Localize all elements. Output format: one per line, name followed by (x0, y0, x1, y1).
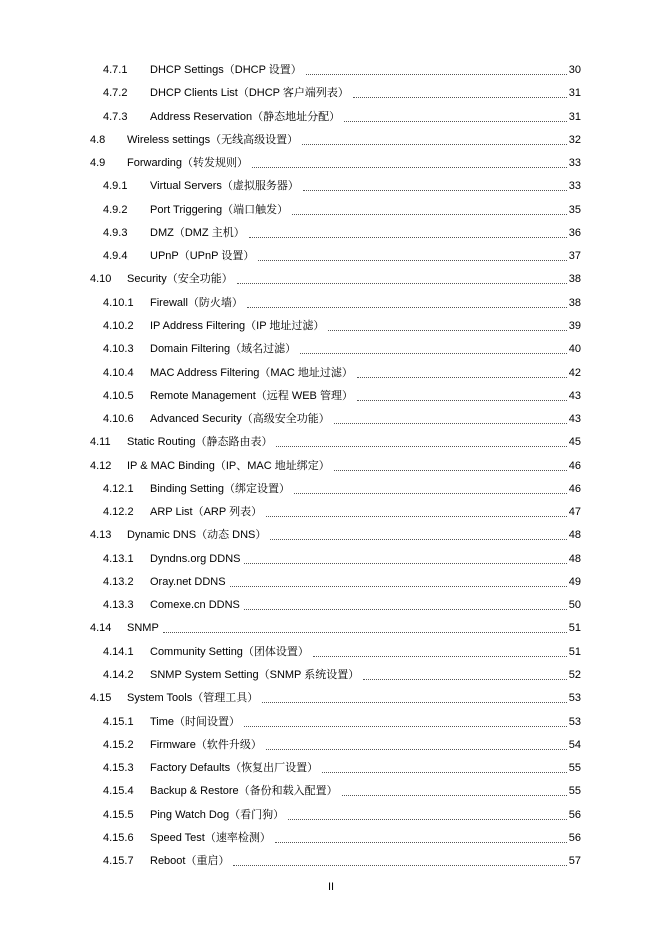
toc-leader-dots (276, 430, 567, 447)
toc-entry-number: 4.15.6 (103, 831, 134, 844)
toc-entry-title: Dyndns.org DDNS (150, 552, 241, 565)
toc-entry-number: 4.10.1 (103, 296, 134, 309)
toc-entry[interactable] (0, 411, 662, 427)
toc-entry[interactable] (0, 341, 662, 357)
toc-entry-page: 52 (568, 669, 581, 682)
toc-leader-dots (322, 756, 567, 773)
toc-entry-page: 50 (568, 599, 581, 612)
toc-entry-page: 38 (568, 273, 581, 286)
toc-entry-number: 4.15.5 (103, 808, 134, 821)
toc-entry-page: 55 (568, 762, 581, 775)
toc-entry[interactable] (0, 620, 662, 636)
toc-entry[interactable] (0, 504, 662, 520)
toc-entry[interactable] (0, 574, 662, 590)
toc-entry-page: 48 (568, 552, 581, 565)
toc-leader-dots (363, 663, 567, 680)
toc-entry-number: 4.13 (90, 529, 112, 542)
toc-entry-title: Ping Watch Dog（看门狗） (150, 808, 285, 821)
toc-entry-page: 33 (568, 157, 581, 170)
toc-entry-title: Comexe.cn DDNS (150, 599, 240, 612)
toc-entry-title: Firewall（防火墙） (150, 296, 243, 309)
toc-entry-number: 4.10 (90, 273, 112, 286)
toc-entry-page: 42 (568, 366, 581, 379)
toc-entry-number: 4.13.1 (103, 552, 134, 565)
toc-leader-dots (344, 105, 567, 122)
toc-entry-title: DHCP Clients List（DHCP 客户端列表） (150, 87, 349, 100)
toc-entry-number: 4.9 (90, 157, 106, 170)
page-number: II (327, 881, 335, 893)
toc-entry-title: ARP List（ARP 列表） (150, 506, 263, 519)
toc-entry-page: 57 (568, 855, 581, 868)
toc-leader-dots (247, 291, 567, 308)
toc-entry-page: 53 (568, 692, 581, 705)
toc-leader-dots (258, 244, 567, 261)
toc-entry-title: Address Reservation（静态地址分配） (150, 110, 341, 123)
toc-leader-dots (313, 640, 567, 657)
toc-entry-number: 4.14.1 (103, 645, 134, 658)
toc-entry-page: 38 (568, 296, 581, 309)
toc-leader-dots (353, 81, 567, 98)
toc-entry-number: 4.10.5 (103, 389, 134, 402)
toc-entry[interactable] (0, 109, 662, 125)
toc-entry-page: 47 (568, 506, 581, 519)
toc-entry-number: 4.12.1 (103, 482, 134, 495)
toc-leader-dots (328, 314, 567, 331)
toc-entry-title: Firmware（软件升级） (150, 738, 262, 751)
toc-entry-number: 4.15.4 (103, 785, 134, 798)
toc-entry[interactable] (0, 155, 662, 171)
toc-entry[interactable] (0, 365, 662, 381)
toc-entry[interactable] (0, 248, 662, 264)
toc-entry[interactable] (0, 202, 662, 218)
toc-entry-number: 4.10.4 (103, 366, 134, 379)
toc-entry[interactable] (0, 481, 662, 497)
toc-entry-number: 4.10.6 (103, 413, 134, 426)
toc-entry-page: 48 (568, 529, 581, 542)
toc-entry-page: 43 (568, 389, 581, 402)
toc-entry-page: 43 (568, 413, 581, 426)
toc-entry-page: 46 (568, 482, 581, 495)
toc-entry[interactable] (0, 458, 662, 474)
toc-entry-number: 4.8 (90, 133, 106, 146)
toc-leader-dots (275, 826, 567, 843)
toc-leader-dots (244, 593, 567, 610)
toc-entry-number: 4.12.2 (103, 506, 134, 519)
toc-entry-page: 33 (568, 180, 581, 193)
toc-entry-title: Forwarding（转发规则） (127, 157, 249, 170)
toc-leader-dots (288, 803, 567, 820)
toc-entry-title: SNMP (127, 622, 159, 635)
toc-leader-dots (266, 733, 567, 750)
toc-entry-number: 4.13.3 (103, 599, 134, 612)
toc-entry-number: 4.10.2 (103, 319, 134, 332)
toc-entry[interactable] (0, 597, 662, 613)
toc-entry[interactable] (0, 225, 662, 241)
toc-entry-title: Static Routing（静态路由表） (127, 436, 273, 449)
toc-leader-dots (262, 686, 567, 703)
toc-entry[interactable] (0, 388, 662, 404)
toc-entry-number: 4.9.4 (103, 250, 128, 263)
toc-entry[interactable] (0, 295, 662, 311)
toc-entry-page: 54 (568, 738, 581, 751)
toc-entry[interactable] (0, 527, 662, 543)
toc-entry-number: 4.10.3 (103, 343, 134, 356)
toc-entry-number: 4.14 (90, 622, 112, 635)
toc-entry-page: 56 (568, 808, 581, 821)
toc-leader-dots (230, 570, 567, 587)
toc-entry-page: 30 (568, 64, 581, 76)
toc-entry-title: Reboot（重启） (150, 855, 230, 868)
toc-entry-title: UPnP（UPnP 设置） (150, 250, 255, 263)
toc-leader-dots (249, 221, 567, 238)
toc-entry-page: 51 (568, 645, 581, 658)
toc-entry[interactable] (0, 853, 662, 869)
toc-entry-title: Speed Test（速率检测） (150, 831, 271, 844)
toc-entry-page: 31 (568, 110, 581, 123)
toc-entry-page: 36 (568, 226, 581, 239)
toc-entry[interactable] (0, 178, 662, 194)
toc-leader-dots (294, 477, 567, 494)
toc-leader-dots (342, 779, 567, 796)
toc-entry-title: IP Address Filtering（IP 地址过滤） (150, 319, 325, 332)
toc-entry-number: 4.15.7 (103, 855, 134, 868)
toc-entry-page: 37 (568, 250, 581, 263)
toc-entry-page: 40 (568, 343, 581, 356)
toc-entry-page: 55 (568, 785, 581, 798)
toc-entry-title: Remote Management（远程 WEB 管理） (150, 389, 353, 402)
toc-entry-title: Dynamic DNS（动态 DNS） (127, 529, 267, 542)
toc-entry[interactable] (0, 132, 662, 148)
toc-entry-title: Wireless settings（无线高级设置） (127, 133, 299, 146)
toc-entry[interactable] (0, 783, 662, 799)
toc-leader-dots (300, 337, 567, 354)
toc-entry-title: MAC Address Filtering（MAC 地址过滤） (150, 366, 353, 379)
toc-entry-title: DHCP Settings（DHCP 设置） (150, 64, 302, 76)
toc-entry-number: 4.11 (90, 436, 111, 449)
toc-entry-title: Oray.net DDNS (150, 575, 226, 588)
toc-leader-dots (233, 849, 567, 866)
toc-entry[interactable] (0, 714, 662, 730)
toc-entry[interactable] (0, 551, 662, 567)
toc-leader-dots (357, 361, 567, 378)
toc-leader-dots (302, 128, 567, 145)
toc-entry-number: 4.15.3 (103, 762, 134, 775)
toc-entry-number: 4.9.1 (103, 180, 128, 193)
toc-leader-dots (266, 500, 567, 517)
toc-entry[interactable] (0, 807, 662, 823)
toc-entry-title: Virtual Servers（虚拟服务器） (150, 180, 299, 193)
toc-entry-page: 45 (568, 436, 581, 449)
toc-entry-page: 35 (568, 203, 581, 216)
toc-entry-page: 46 (568, 459, 581, 472)
toc-entry-page: 32 (568, 133, 581, 146)
toc-leader-dots (237, 267, 567, 284)
toc-leader-dots (303, 174, 567, 191)
toc-entry-number: 4.15.1 (103, 715, 134, 728)
toc-leader-dots (306, 58, 567, 75)
toc-leader-dots (292, 198, 567, 215)
toc-entry[interactable] (0, 62, 662, 78)
toc-entry-number: 4.7.2 (103, 87, 128, 100)
toc-entry-title: System Tools（管理工具） (127, 692, 259, 705)
toc-entry[interactable] (0, 667, 662, 683)
toc-leader-dots (244, 547, 567, 564)
toc-entry-number: 4.13.2 (103, 575, 134, 588)
toc-entry[interactable] (0, 760, 662, 776)
toc-entry-number: 4.15 (90, 692, 112, 705)
toc-entry[interactable] (0, 644, 662, 660)
toc-entry-page: 39 (568, 319, 581, 332)
toc-entry[interactable] (0, 85, 662, 101)
toc-entry-page: 31 (568, 87, 581, 100)
toc-entry[interactable] (0, 830, 662, 846)
toc-entry-title: SNMP System Setting（SNMP 系统设置） (150, 669, 360, 682)
toc-leader-dots (334, 454, 567, 471)
toc-entry-title: Time（时间设置） (150, 715, 241, 728)
toc-entry[interactable] (0, 690, 662, 706)
toc-leader-dots (357, 384, 567, 401)
toc-entry-number: 4.15.2 (103, 738, 134, 751)
toc-leader-dots (244, 710, 567, 727)
toc-entry-title: Port Triggering（端口触发） (150, 203, 289, 216)
toc-entry-page: 56 (568, 831, 581, 844)
toc-entry-number: 4.12 (90, 459, 112, 472)
toc-entry-title: Binding Setting（绑定设置） (150, 482, 290, 495)
toc-entry-page: 51 (568, 622, 581, 635)
toc-entry[interactable] (0, 318, 662, 334)
toc-entry[interactable] (0, 271, 662, 287)
toc-entry-title: IP & MAC Binding（IP、MAC 地址绑定） (127, 459, 330, 472)
toc-entry-number: 4.7.1 (103, 64, 128, 76)
toc-entry[interactable] (0, 737, 662, 753)
toc-leader-dots (334, 407, 567, 424)
toc-entry-title: Community Setting（团体设置） (150, 645, 309, 658)
toc-entry-title: Factory Defaults（恢复出厂设置） (150, 762, 319, 775)
toc-entry-title: Security（安全功能） (127, 273, 233, 286)
toc-entry-title: Advanced Security（高级安全功能） (150, 413, 330, 426)
toc-entry-number: 4.7.3 (103, 110, 128, 123)
toc-entry-page: 53 (568, 715, 581, 728)
toc-entry-page: 49 (568, 575, 581, 588)
toc-leader-dots (270, 523, 567, 540)
toc-entry-number: 4.9.3 (103, 226, 128, 239)
toc-entry-number: 4.14.2 (103, 669, 134, 682)
toc-entry[interactable] (0, 434, 662, 450)
toc-leader-dots (252, 151, 567, 168)
toc-entry-number: 4.9.2 (103, 203, 128, 216)
toc-entry-title: Backup & Restore（备份和载入配置） (150, 785, 338, 798)
toc-entry-title: Domain Filtering（域名过滤） (150, 343, 297, 356)
toc-leader-dots (163, 616, 567, 633)
toc-entry-title: DMZ（DMZ 主机） (150, 226, 245, 239)
